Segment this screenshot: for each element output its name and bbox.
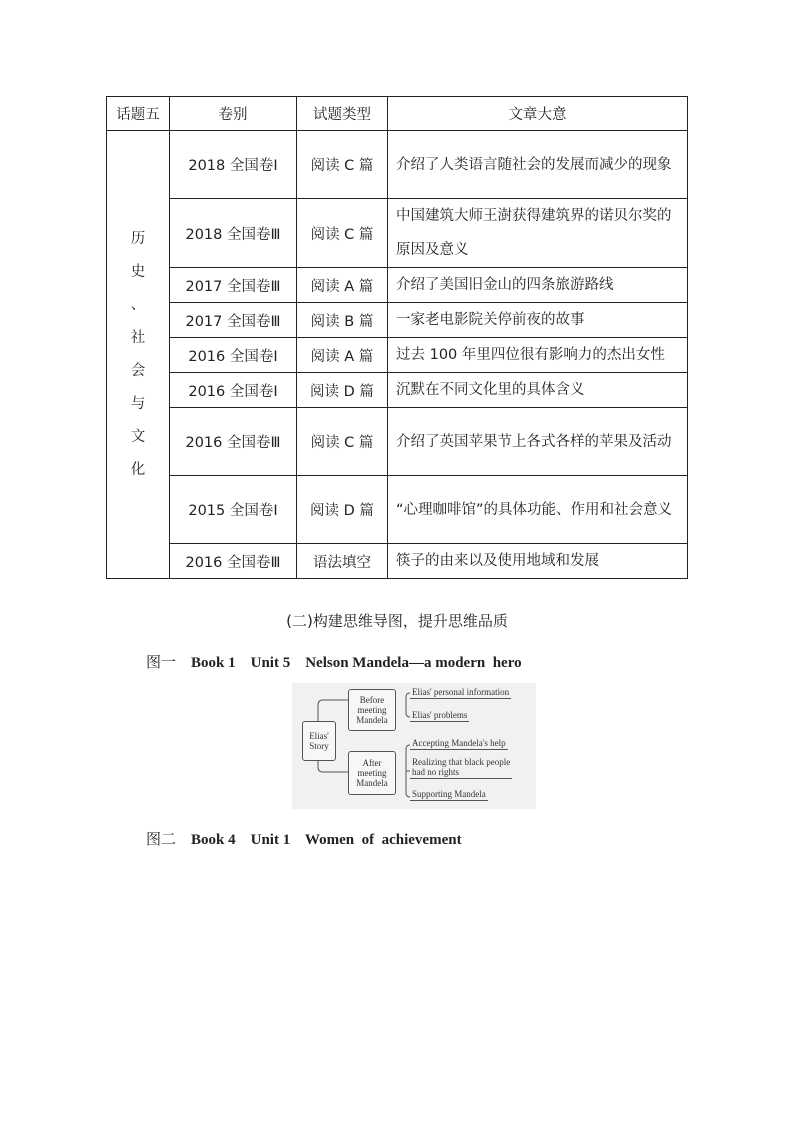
type-cell: 阅读 D 篇 (297, 476, 388, 544)
table-row (107, 476, 688, 544)
mind-map-leaf: Supporting Mandela (412, 789, 486, 799)
table-row (107, 199, 688, 268)
paper-cell: 2018 全国卷Ⅲ (170, 199, 297, 268)
topic-char: 史 (130, 263, 146, 280)
figure1-lead: 图一 (146, 653, 177, 671)
figure2-lead: 图二 (146, 830, 177, 848)
header-type: 试题类型 (297, 97, 388, 131)
table-row (107, 373, 688, 408)
table-row (107, 408, 688, 476)
mind-map-leaf: Realizing that black people had no rights (412, 757, 511, 777)
table-row (107, 268, 688, 303)
type-cell: 阅读 C 篇 (297, 131, 388, 199)
type-cell: 阅读 C 篇 (297, 408, 388, 476)
paper-cell: 2017 全国卷Ⅲ (170, 268, 297, 303)
topic-char: 与 (130, 395, 146, 412)
mind-map-leaf: Accepting Mandela's help (412, 738, 506, 748)
topic-char: 文 (130, 428, 146, 445)
table-row (107, 338, 688, 373)
table-row (107, 544, 688, 579)
summary-cell: 过去 100 年里四位很有影响力的杰出女性 (388, 338, 688, 373)
topics-table (106, 96, 688, 579)
mind-map-leaf: Elias' problems (412, 710, 468, 720)
paper-cell: 2016 全国卷Ⅰ (170, 373, 297, 408)
summary-cell: 介绍了美国旧金山的四条旅游路线 (388, 268, 688, 303)
topic-char: 化 (130, 461, 146, 478)
table-header-row (107, 97, 688, 131)
topic-char: 、 (130, 296, 146, 313)
summary-cell: “心理咖啡馆”的具体功能、作用和社会意义 (388, 476, 688, 544)
summary-cell: 介绍了人类语言随社会的发展而减少的现象 (388, 131, 688, 199)
summary-cell: 中国建筑大师王澍获得建筑界的诺贝尔奖的原因及意义 (388, 199, 688, 268)
table-row (107, 131, 688, 199)
mind-map-before-node: Before meeting Mandela (348, 689, 396, 731)
figure2-text: Book 4 Unit 1 Women of achievement (191, 832, 462, 848)
summary-cell: 沉默在不同文化里的具体含义 (388, 373, 688, 408)
header-topic: 话题五 (107, 97, 170, 131)
topic-cell (107, 131, 170, 579)
header-paper: 卷别 (170, 97, 297, 131)
summary-cell: 一家老电影院关停前夜的故事 (388, 303, 688, 338)
figure2-caption (146, 828, 462, 849)
paper-cell: 2018 全国卷Ⅰ (170, 131, 297, 199)
paper-cell: 2017 全国卷Ⅲ (170, 303, 297, 338)
figure1-text: Book 1 Unit 5 Nelson Mandela—a modern hero (191, 655, 522, 671)
type-cell: 语法填空 (297, 544, 388, 579)
connector-line (318, 700, 348, 721)
type-cell: 阅读 D 篇 (297, 373, 388, 408)
type-cell: 阅读 A 篇 (297, 338, 388, 373)
paper-cell: 2016 全国卷Ⅲ (170, 408, 297, 476)
topic-char: 历 (130, 230, 146, 247)
mind-map-leaf: Elias' personal information (412, 687, 510, 697)
section-title: (二)构建思维导图，提升思维品质 (286, 612, 508, 630)
connector-line (318, 761, 348, 772)
type-cell: 阅读 B 篇 (297, 303, 388, 338)
mind-map-root: Elias' Story (302, 721, 336, 761)
mind-map (292, 683, 536, 809)
paper-cell: 2016 全国卷Ⅲ (170, 544, 297, 579)
table-row (107, 303, 688, 338)
header-summary: 文章大意 (388, 97, 688, 131)
figure1-caption (146, 651, 522, 672)
paper-cell: 2015 全国卷Ⅰ (170, 476, 297, 544)
type-cell: 阅读 C 篇 (297, 199, 388, 268)
mind-map-after-node: After meeting Mandela (348, 751, 396, 795)
topic-char: 会 (130, 362, 146, 379)
summary-cell: 筷子的由来以及使用地域和发展 (388, 544, 688, 579)
topic-char: 社 (130, 329, 146, 346)
type-cell: 阅读 A 篇 (297, 268, 388, 303)
summary-cell: 介绍了英国苹果节上各式各样的苹果及活动 (388, 408, 688, 476)
paper-cell: 2016 全国卷Ⅰ (170, 338, 297, 373)
